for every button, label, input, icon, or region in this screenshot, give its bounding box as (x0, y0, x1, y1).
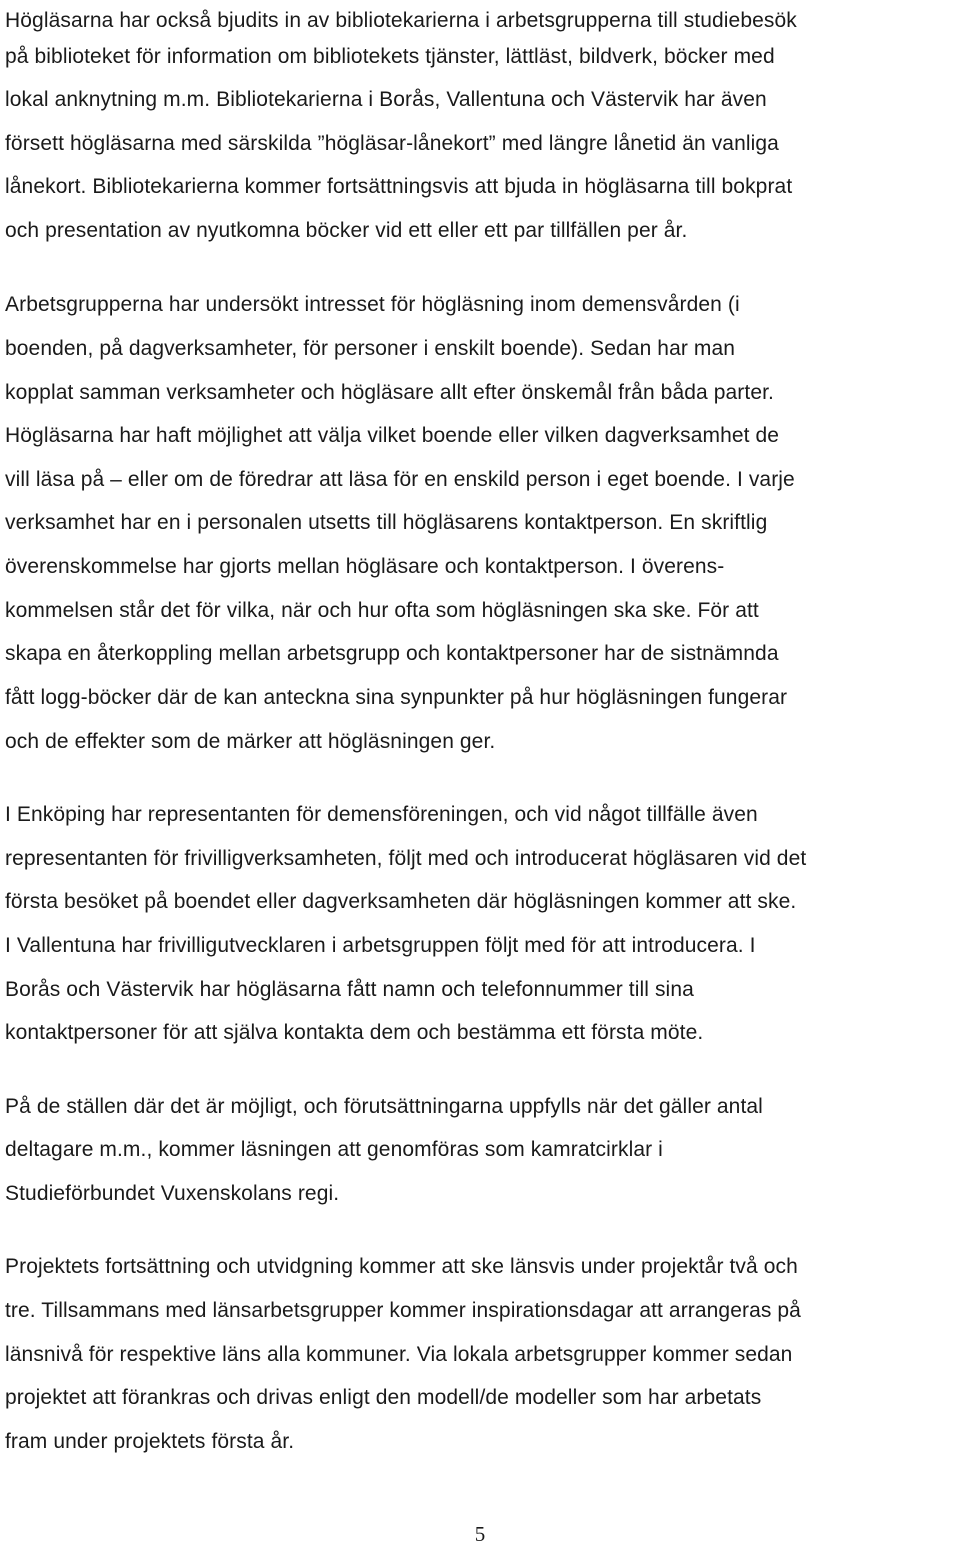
text-line: boenden, på dagverksamheter, för personer i enskilt boende). Sedan har man (5, 337, 736, 360)
text-line: kontaktpersoner för att själva kontakta dem och bestämma ett första möte. (5, 1021, 704, 1044)
text-line: I Enköping har representanten för demensföreningen, och vid något tillfälle även (5, 803, 758, 826)
text-line: Högläsarna har haft möjlighet att välja vilket boende eller vilken dagverksamhet de (5, 424, 780, 447)
text-line: I Vallentuna har frivilligutvecklaren i arbetsgruppen följt med för att introducera. I (5, 934, 756, 957)
text-line: fram under projektets första år. (5, 1430, 295, 1453)
text-line: Projektets fortsättning och utvidgning kommer att ske länsvis under projektår två och (5, 1255, 798, 1278)
text-line: överenskommelse har gjorts mellan högläsare och kontaktperson. I överens- (5, 555, 725, 578)
text-line: kommelsen står det för vilka, när och hur ofta som högläsningen ska ske. För att (5, 599, 759, 622)
text-line: första besöket på boendet eller dagverksamheten där högläsningen kommer att ske. (5, 890, 797, 913)
text-line: Arbetsgrupperna har undersökt intresset för högläsning inom demensvården (i (5, 293, 740, 316)
text-line: lokal anknytning m.m. Bibliotekarierna i Borås, Vallentuna och Västervik har även (5, 88, 767, 111)
text-line: skapa en återkoppling mellan arbetsgrupp och kontaktpersoner har de sistnämnda (5, 642, 779, 665)
text-line: kopplat samman verksamheter och högläsare allt efter önskemål från båda parter. (5, 381, 774, 404)
text-line: på biblioteket för information om bibliotekets tjänster, lättläst, bildverk, böcker med (5, 45, 775, 68)
text-line: och de effekter som de märker att högläsningen ger. (5, 730, 496, 753)
text-line: Studieförbundet Vuxenskolans regi. (5, 1182, 340, 1205)
text-line: På de ställen där det är möjligt, och förutsättningarna uppfylls när det gäller antal (5, 1095, 763, 1118)
text-line: tre. Tillsammans med länsarbetsgrupper kommer inspirationsdagar att arrangeras på (5, 1299, 801, 1322)
page-number: 5 (474, 1522, 486, 1546)
text-line: Borås och Västervik har högläsarna fått namn och telefonnummer till sina (5, 978, 694, 1001)
text-line: verksamhet har en i personalen utsetts till högläsarens kontaktperson. En skriftlig (5, 511, 768, 534)
text-line: lånekort. Bibliotekarierna kommer fortsättningsvis att bjuda in högläsarna till bokprat (5, 175, 793, 198)
text-line: och presentation av nyutkomna böcker vid ett eller ett par tillfällen per år. (5, 219, 688, 242)
text-line: Högläsarna har också bjudits in av bibliotekarierna i arbetsgrupperna till studiebesök (5, 9, 797, 32)
text-line: deltagare m.m., kommer läsningen att genomföras som kamratcirklar i (5, 1138, 663, 1161)
text-line: länsnivå för respektive läns alla kommuner. Via lokala arbetsgrupper kommer sedan (5, 1343, 793, 1366)
text-line: representanten för frivilligverksamheten, följt med och introducerat högläsaren vid det (5, 847, 807, 870)
text-line: fått logg-böcker där de kan anteckna sina synpunkter på hur högläsningen fungerar (5, 686, 788, 709)
text-line: projektet att förankras och drivas enligt den modell/de modeller som har arbetats (5, 1386, 762, 1409)
text-line: försett högläsarna med särskilda ”högläsar-lånekort” med längre lånetid än vanliga (5, 132, 779, 155)
text-line: vill läsa på – eller om de föredrar att läsa för en enskild person i eget boende. I varje (5, 468, 795, 491)
